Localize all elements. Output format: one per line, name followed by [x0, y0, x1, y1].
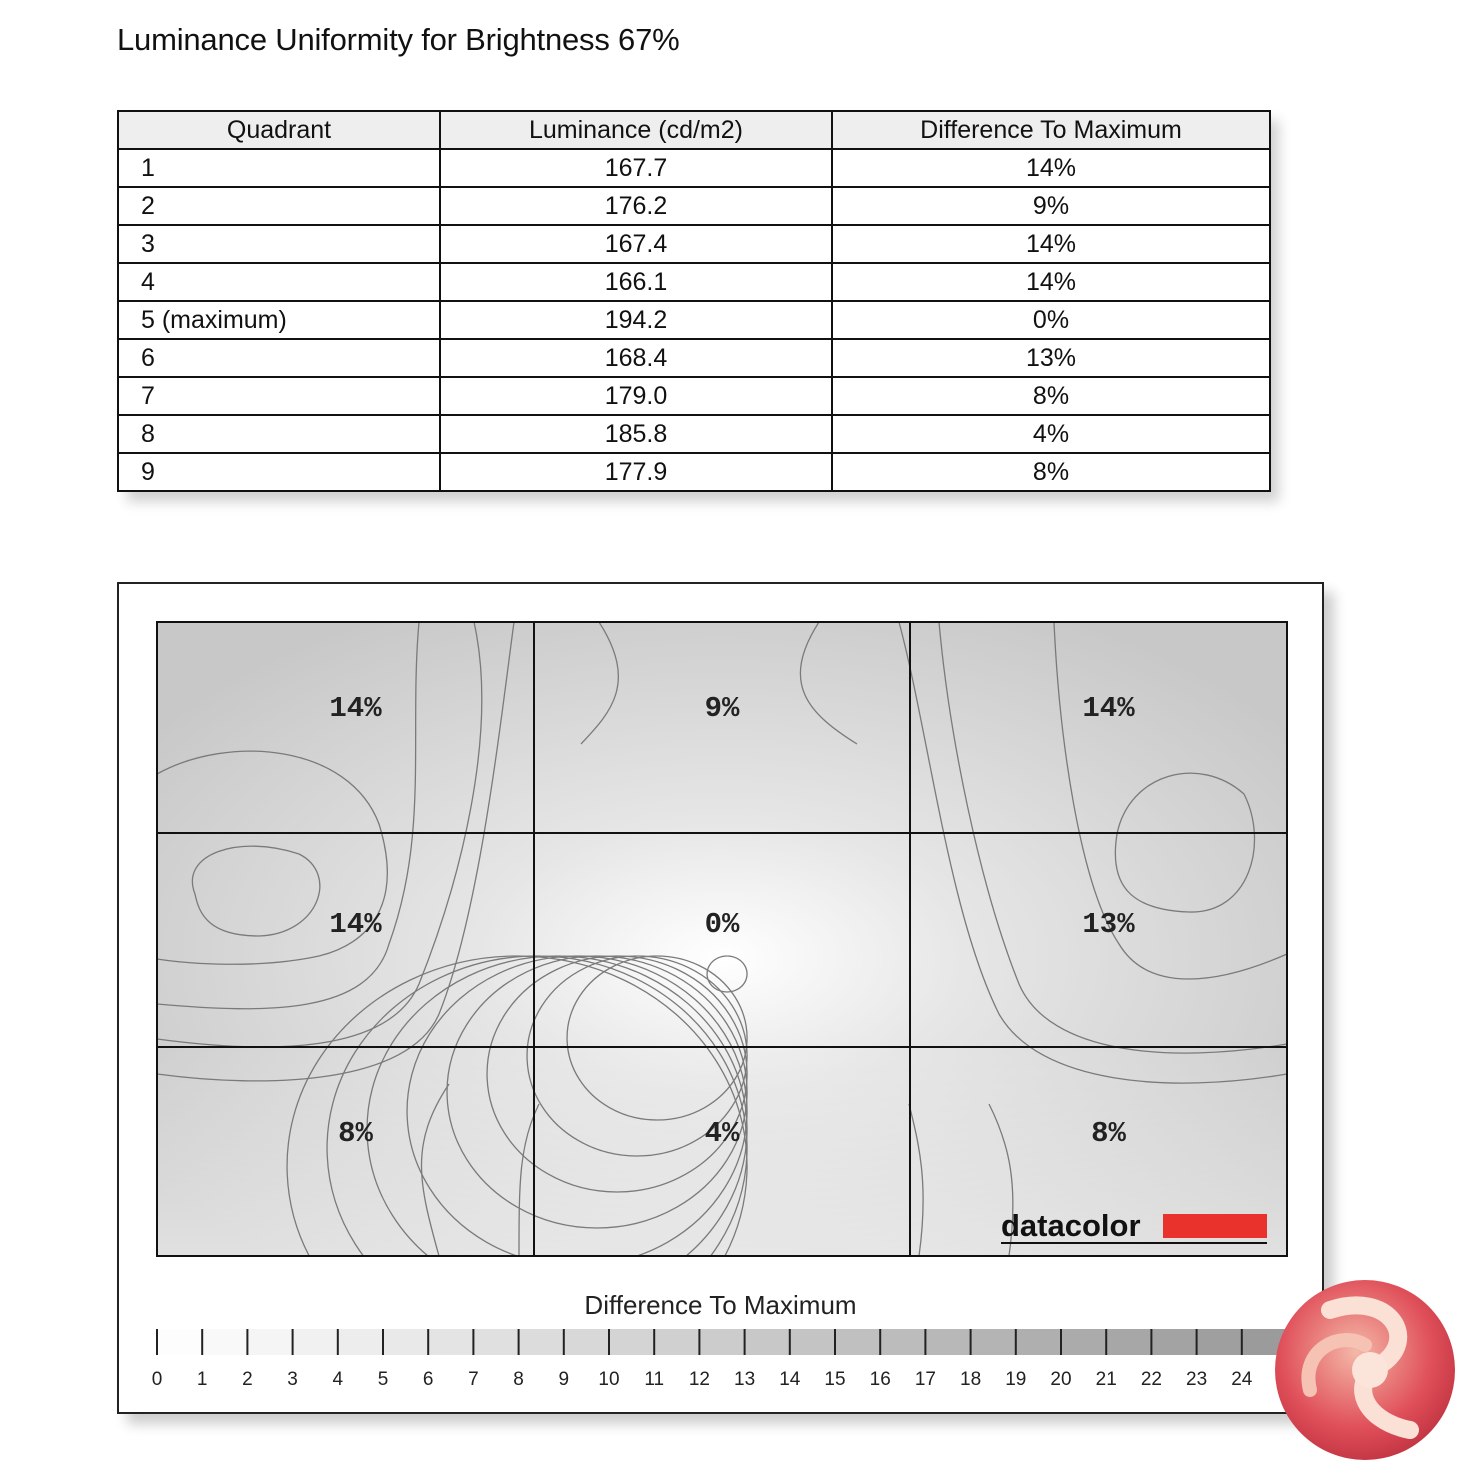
cell-difference: 13%	[832, 339, 1270, 377]
legend-tick-label: 18	[960, 1369, 982, 1390]
cell-quadrant: 5 (maximum)	[118, 301, 440, 339]
uniformity-heatmap	[119, 584, 1322, 1412]
cell-luminance: 176.2	[440, 187, 832, 225]
legend-tick-label: 1	[196, 1369, 208, 1390]
table-row	[118, 301, 1270, 339]
cell-quadrant: 4	[118, 263, 440, 301]
legend-tick-label: 13	[734, 1369, 756, 1390]
legend-tick-label: 6	[422, 1369, 434, 1390]
table-row	[118, 453, 1270, 491]
quadrant-label: 4%	[704, 1117, 740, 1150]
legend-tick-label: 0	[151, 1369, 163, 1390]
legend-tick-label: 2	[242, 1369, 253, 1390]
quadrant-label: 13%	[1082, 908, 1135, 941]
table-row	[118, 225, 1270, 263]
kitguru-logo-icon	[1270, 1270, 1460, 1470]
legend-swatch	[383, 1329, 429, 1355]
cell-difference: 8%	[832, 453, 1270, 491]
quadrant-label: 14%	[1082, 692, 1135, 725]
legend-swatch	[1151, 1329, 1197, 1355]
quadrant-label: 9%	[704, 692, 740, 725]
cell-quadrant: 8	[118, 415, 440, 453]
legend-swatch	[473, 1329, 519, 1355]
cell-difference: 14%	[832, 225, 1270, 263]
table-row	[118, 149, 1270, 187]
cell-luminance: 185.8	[440, 415, 832, 453]
cell-quadrant: 2	[118, 187, 440, 225]
cell-difference: 9%	[832, 187, 1270, 225]
cell-difference: 8%	[832, 377, 1270, 415]
legend-tick-label: 5	[377, 1369, 389, 1390]
table-row	[118, 187, 1270, 225]
legend-tick-label: 16	[869, 1369, 891, 1390]
cell-difference: 14%	[832, 263, 1270, 301]
uniformity-map-panel	[117, 582, 1324, 1414]
legend-tick-label: 19	[1005, 1369, 1027, 1390]
quadrant-label: 8%	[338, 1117, 373, 1150]
legend-tick-label: 22	[1140, 1369, 1162, 1390]
legend-swatch	[564, 1329, 610, 1355]
legend-swatch	[338, 1329, 384, 1355]
legend-swatch	[609, 1329, 655, 1355]
legend-swatch	[971, 1329, 1017, 1355]
table-row	[118, 339, 1270, 377]
legend-swatch	[880, 1329, 926, 1355]
legend-swatch	[699, 1329, 745, 1355]
legend-swatch	[157, 1329, 203, 1355]
cell-difference: 4%	[832, 415, 1270, 453]
table-header-row	[118, 111, 1270, 149]
cell-luminance: 168.4	[440, 339, 832, 377]
table-row	[118, 377, 1270, 415]
legend-swatch	[1016, 1329, 1062, 1355]
header-quadrant: Quadrant	[118, 111, 440, 149]
cell-quadrant: 9	[118, 453, 440, 491]
legend-swatch	[1197, 1329, 1243, 1355]
cell-luminance: 194.2	[440, 301, 832, 339]
quadrant-label: 14%	[329, 908, 382, 941]
legend-title: Difference To Maximum	[584, 1290, 857, 1320]
legend-tick-label: 9	[558, 1369, 570, 1390]
legend-swatch	[519, 1329, 565, 1355]
cell-luminance: 167.7	[440, 149, 832, 187]
legend-tick-label: 23	[1186, 1369, 1208, 1390]
legend-swatch	[247, 1329, 293, 1355]
cell-luminance: 179.0	[440, 377, 832, 415]
quadrant-label: 8%	[1091, 1117, 1126, 1150]
legend-tick-label: 15	[824, 1369, 846, 1390]
legend-tick-label: 4	[332, 1369, 344, 1390]
quadrant-label: 14%	[329, 692, 382, 725]
cell-quadrant: 6	[118, 339, 440, 377]
legend-tick-label: 10	[598, 1369, 620, 1390]
legend-tick-label: 20	[1050, 1369, 1072, 1390]
brand-text: datacolor	[1001, 1208, 1141, 1243]
legend-swatch	[1061, 1329, 1107, 1355]
table-row	[118, 415, 1270, 453]
luminance-table-container	[117, 110, 1269, 492]
cell-luminance: 167.4	[440, 225, 832, 263]
legend-tick-label: 14	[779, 1369, 801, 1390]
legend-swatch	[1106, 1329, 1152, 1355]
legend-tick-label: 12	[688, 1369, 710, 1390]
legend-swatch	[654, 1329, 700, 1355]
cell-difference: 0%	[832, 301, 1270, 339]
brand-red-bar	[1163, 1214, 1267, 1238]
legend-tick-label: 24	[1231, 1369, 1253, 1390]
cell-quadrant: 1	[118, 149, 440, 187]
legend-swatch	[428, 1329, 474, 1355]
legend-swatch	[745, 1329, 791, 1355]
header-luminance: Luminance (cd/m2)	[440, 111, 832, 149]
table-row	[118, 263, 1270, 301]
cell-quadrant: 3	[118, 225, 440, 263]
legend-scale	[152, 1329, 1298, 1390]
cell-luminance: 177.9	[440, 453, 832, 491]
header-difference: Difference To Maximum	[832, 111, 1270, 149]
legend-swatch	[202, 1329, 248, 1355]
legend-tick-label: 8	[513, 1369, 524, 1390]
legend-tick-label: 21	[1095, 1369, 1117, 1390]
cell-difference: 14%	[832, 149, 1270, 187]
quadrant-label: 0%	[704, 908, 740, 941]
legend-tick-label: 3	[287, 1369, 298, 1390]
cell-quadrant: 7	[118, 377, 440, 415]
cell-luminance: 166.1	[440, 263, 832, 301]
legend-swatch	[925, 1329, 971, 1355]
legend-swatch	[835, 1329, 881, 1355]
legend-tick-label: 17	[914, 1369, 936, 1390]
legend-swatch	[293, 1329, 339, 1355]
legend-tick-label: 7	[468, 1369, 479, 1390]
page-title: Luminance Uniformity for Brightness 67%	[117, 22, 680, 57]
legend-swatch	[790, 1329, 836, 1355]
legend-tick-label: 11	[644, 1369, 665, 1390]
luminance-table	[117, 110, 1271, 492]
